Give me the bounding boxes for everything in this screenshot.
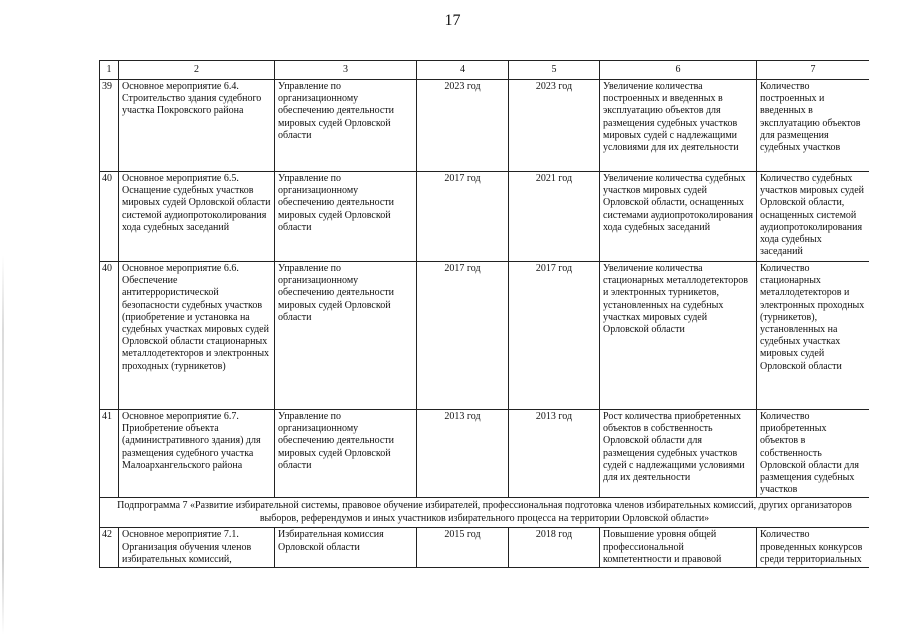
indicator-cell: Количество приобретенных объектов в собственность Орловской области для размещения судебных участков [757, 410, 870, 498]
result-cell: Увеличение количества судебных участков мировых судей Орловской области, оснащенных системами аудиопротоколирования хода судебных заседаний [600, 172, 757, 262]
header-cell: 2 [119, 61, 275, 80]
start-year-cell: 2023 год [417, 80, 509, 172]
row-number: 39 [100, 80, 119, 172]
row-number: 40 [100, 172, 119, 262]
result-cell: Увеличение количества стационарных металлодетекторов и электронных турникетов, установленных на судебных участках мировых судей Орловской области [600, 262, 757, 410]
table-row [100, 410, 870, 498]
table-row [100, 80, 870, 172]
result-cell: Повышение уровня общей профессиональной компетентности и правовой [600, 528, 757, 568]
table-row [100, 172, 870, 262]
row-number: 41 [100, 410, 119, 498]
table-row [100, 528, 870, 568]
indicator-cell: Количество судебных участков мировых судей Орловской области, оснащенных системой аудиопротоколирования хода судебных заседаний [757, 172, 870, 262]
executor-cell: Избирательная комиссия Орловской области [275, 528, 417, 568]
end-year-cell: 2021 год [509, 172, 600, 262]
header-cell: 3 [275, 61, 417, 80]
executor-cell: Управление по организационному обеспечению деятельности мировых судей Орловской области [275, 80, 417, 172]
program-table-container [99, 60, 869, 568]
subprogram-title: Подпрограмма 7 «Развитие избирательной системы, правовое обучение избирателей, профессиональная подготовка членов избирательных комиссий, других организаторов выборов, референдумов и иных участников избирательного процесса на территории Орловской области» [100, 498, 870, 528]
event-cell: Основное мероприятие 7.1. Организация обучения членов избирательных комиссий, [119, 528, 275, 568]
event-cell: Основное мероприятие 6.6. Обеспечение антитеррористической безопасности судебных участков (приобретение и установка на судебных участках мировых судей Орловской области стационарных металлодетекторов и электронных проходных (турникетов) [119, 262, 275, 410]
end-year-cell: 2018 год [509, 528, 600, 568]
indicator-cell: Количество стационарных металлодетекторов и электронных проходных (турникетов), установленных на судебных участках мировых судей Орловской области [757, 262, 870, 410]
program-table [99, 60, 869, 568]
executor-cell: Управление по организационному обеспечению деятельности мировых судей Орловской области [275, 262, 417, 410]
end-year-cell: 2013 год [509, 410, 600, 498]
event-cell: Основное мероприятие 6.4. Строительство здания судебного участка Покровского района [119, 80, 275, 172]
indicator-cell: Количество построенных и введенных в эксплуатацию объектов для размещения судебных участков [757, 80, 870, 172]
start-year-cell: 2013 год [417, 410, 509, 498]
result-cell: Увеличение количества построенных и введенных в эксплуатацию объектов для размещения судебных участков мировых судей с надлежащими условиями для их деятельности [600, 80, 757, 172]
header-cell: 1 [100, 61, 119, 80]
header-cell: 6 [600, 61, 757, 80]
end-year-cell: 2017 год [509, 262, 600, 410]
table-row [100, 262, 870, 410]
page-number: 17 [444, 12, 461, 29]
event-cell: Основное мероприятие 6.7. Приобретение объекта (административного здания) для размещения судебного участка Малоархангельского района [119, 410, 275, 498]
header-cell: 5 [509, 61, 600, 80]
executor-cell: Управление по организационному обеспечению деятельности мировых судей Орловской области [275, 172, 417, 262]
header-cell: 4 [417, 61, 509, 80]
table-header-row [100, 61, 870, 80]
start-year-cell: 2017 год [417, 172, 509, 262]
start-year-cell: 2017 год [417, 262, 509, 410]
event-cell: Основное мероприятие 6.5. Оснащение судебных участков мировых судей Орловской области системой аудиопротоколирования хода судебных заседаний [119, 172, 275, 262]
row-number: 42 [100, 528, 119, 568]
scan-edge-artifact [2, 255, 4, 635]
result-cell: Рост количества приобретенных объектов в собственность Орловской области для размещения судебных участков судей с надлежащими условиями для их деятельности [600, 410, 757, 498]
executor-cell: Управление по организационному обеспечению деятельности мировых судей Орловской области [275, 410, 417, 498]
subprogram-row [100, 498, 870, 528]
start-year-cell: 2015 год [417, 528, 509, 568]
header-cell: 7 [757, 61, 870, 80]
end-year-cell: 2023 год [509, 80, 600, 172]
row-number: 40 [100, 262, 119, 410]
indicator-cell: Количество проведенных конкурсов среди территориальных [757, 528, 870, 568]
